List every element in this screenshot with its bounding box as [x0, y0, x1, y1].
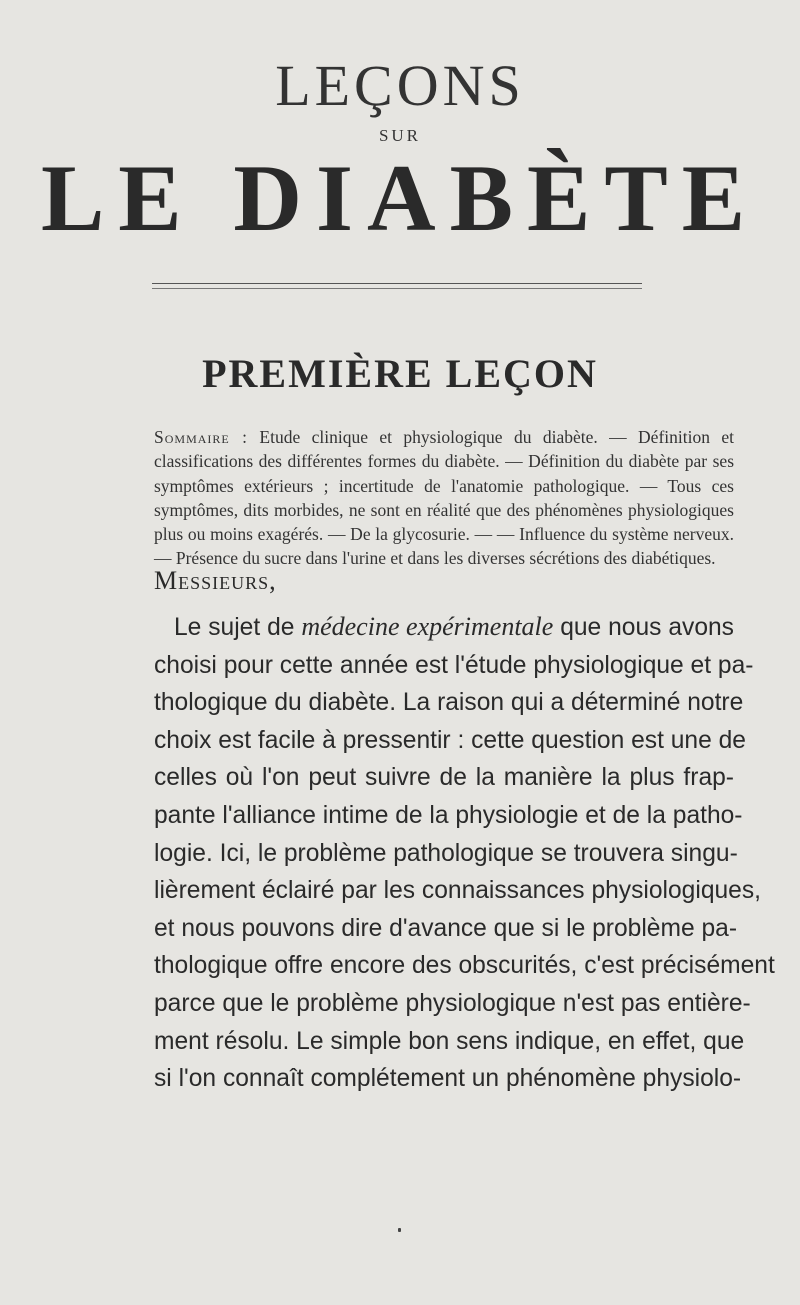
- body-emphasis: médecine expérimentale: [301, 612, 554, 641]
- body-line: celles où l'on peut suivre de la manière la plus frap-: [154, 764, 734, 792]
- body-text-segment: Le sujet de: [174, 614, 302, 641]
- body-line: choisi pour cette année est l'étude physiologique et pa-: [154, 651, 754, 679]
- body-line: pante l'alliance intime de la physiologie et de la patho-: [154, 801, 743, 829]
- body-line: parce que le problème physiologique n'est pas entière-: [154, 989, 751, 1017]
- chapter-title: PREMIÈRE LEÇON: [202, 351, 598, 396]
- summary-paragraph: [154, 425, 734, 571]
- summary-label: Sommaire :: [154, 427, 248, 447]
- body-line: thologique offre encore des obscurités, c'est précisément: [154, 952, 775, 980]
- body-line: lièrement éclairé par les connaissances physiologiques,: [154, 877, 761, 905]
- header-sur: SUR: [378, 126, 422, 145]
- body-line: et nous pouvons dire d'avance que si le problème pa-: [154, 914, 738, 942]
- body-line: choix est facile à pressentir : cette question est une de: [154, 726, 746, 754]
- ink-speck: [398, 1228, 401, 1232]
- body-line: ment résolu. Le simple bon sens indique, en effet, que: [154, 1027, 745, 1055]
- header-lecons: LEÇONS: [275, 53, 525, 118]
- body-line: si l'on connaît complétement un phénomène physiolo-: [154, 1065, 742, 1093]
- body-line: logie. Ici, le problème pathologique se trouvera singu-: [154, 839, 738, 867]
- salutation: Messieurs,: [154, 566, 277, 595]
- body-paragraph: [154, 608, 775, 1098]
- body-line: thologique du diabète. La raison qui a déterminé notre: [154, 689, 744, 717]
- title-rule: [152, 283, 642, 284]
- body-text-segment: que nous avons: [553, 614, 734, 641]
- title-rule-thin: [152, 288, 642, 289]
- body-line: [154, 608, 734, 647]
- summary-text: Etude clinique et physiologique du diabète. — Définition et classifications des différentes formes du diabète. — Définition du diabète par ses symptômes extérieurs ; incertitude de l'anatomie pathologique. — Tous ces symptômes, dits morbides, ne sont en réalité que des phénomènes physiologiques plus ou moins exagérés. — De la glycosurie. — — Influence du système nerveux. — Présence du sucre dans l'urine et dans les diverses sécrétions des diabétiques.: [154, 427, 735, 569]
- book-title: LE DIABÈTE: [40, 145, 760, 251]
